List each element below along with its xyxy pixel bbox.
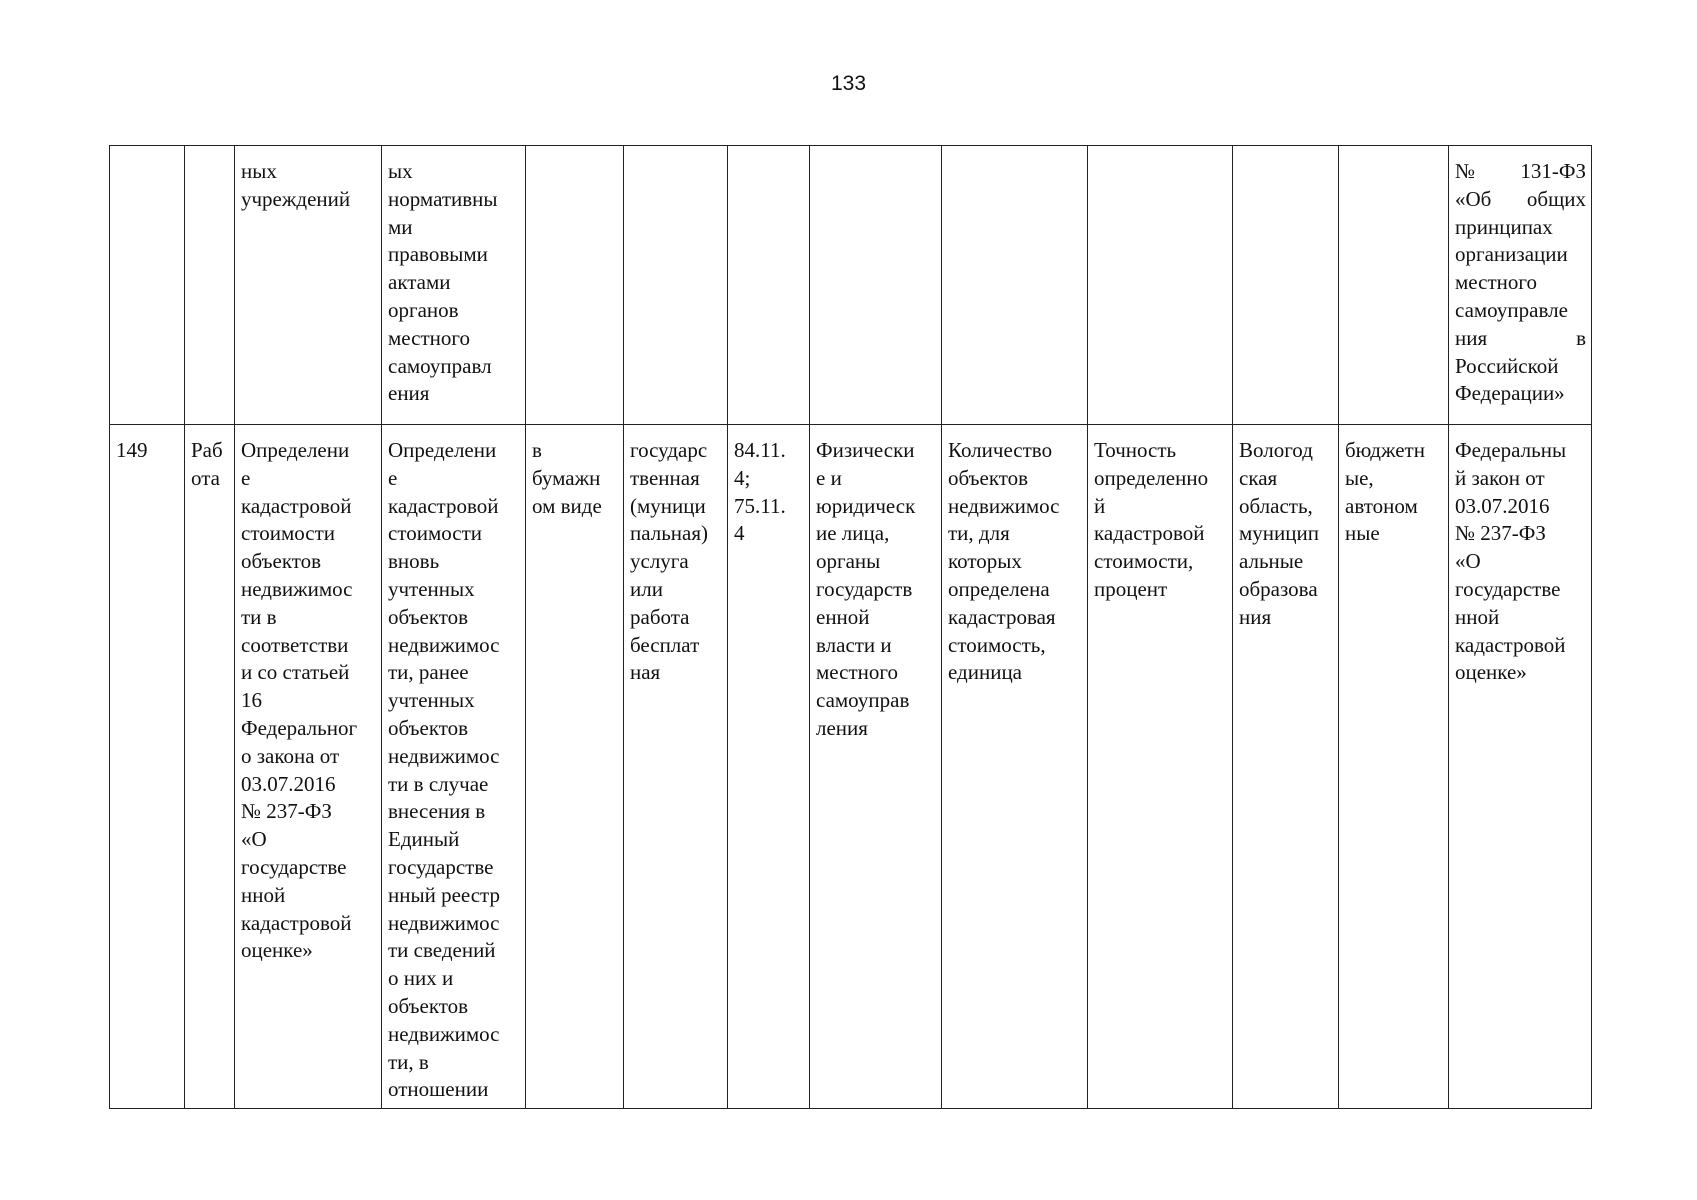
cell-institution-type [1339,425,1449,1109]
content-text: Определени е кадастровой стоимости вновь учтенных объектов недвижимос ти, ранее учтенных объектов недвижимос ти в случае внесения в Единый государстве нный реестр недвижимос ти сведений о них и объектов недвижимос ти, в отношении [388,438,500,1102]
volume-indicator-text: Количество объектов недвижимос ти, для которых определена кадастровая стоимость, единица [948,438,1060,685]
institution-type-text: бюджетн ые, автоном ные [1345,438,1425,546]
cell-type [185,425,235,1109]
row-number-text: 149 [116,438,148,462]
cell-quality-indicator [1088,425,1233,1109]
paid-text: государс твенная (муници пальная) услуга или работа бесплат ная [630,438,709,685]
cell-name [235,425,382,1109]
legal-basis-text: Федеральны й закон от 03.07.2016 № 237-ФЗ «О государстве нной кадастровой оценке» [1455,438,1567,685]
cell-form [526,425,624,1109]
form-text: в бумажн ом виде [532,438,602,518]
cell-volume-empty [942,146,1088,425]
consumers-text: Физически е и юридическ ие лица, органы государств енной власти и местного самоуправ ления [816,438,916,740]
cell-row-number [110,425,185,1109]
legal-basis-line-2: «Об общих [1455,186,1586,211]
cell-legal-basis-continued [1449,146,1592,425]
territory-text: Вологод ская область, муницип альные образова ния [1239,438,1319,629]
cell-paid-empty [624,146,728,425]
cell-consumers [810,425,942,1109]
table-row-149 [110,425,1592,1109]
cell-okved [728,425,810,1109]
cell-legal-basis [1449,425,1592,1109]
type-text: Раб ота [191,438,223,490]
page-number: 133 [830,72,867,95]
name-text: Определени е кадастровой стоимости объектов недвижимос ти в соответстви и со статьей 16 Федеральног о закона от 03.07.2016 № 237-ФЗ «О государстве нной кадастровой оценке» [241,438,358,963]
cell-form-empty [526,146,624,425]
cell-territory [1233,425,1339,1109]
table-row-continued [110,146,1592,425]
cell-okved-empty [728,146,810,425]
okved-text: 84.11. 4; 75.11. 4 [734,438,786,546]
cell-number-empty [110,146,185,425]
cell-quality-empty [1088,146,1233,425]
cell-type-empty [185,146,235,425]
legal-basis-line-1: № 131-ФЗ [1455,159,1586,183]
cell-content [382,425,526,1109]
name-continued-text: ных учреждений [241,159,351,211]
cell-institution-empty [1339,146,1449,425]
legal-basis-line-5: Российской Федерации» [1455,353,1565,406]
quality-indicator-text: Точность определенно й кадастровой стоимости, процент [1094,438,1209,601]
cell-volume-indicator [942,425,1088,1109]
cell-consumers-empty [810,146,942,425]
cell-paid [624,425,728,1109]
content-continued-text: ых нормативны ми правовыми актами органов местного самоуправл ения [388,159,498,406]
services-register-table [109,145,1592,1109]
cell-territory-empty [1233,146,1339,425]
legal-basis-line-3: принципах организации местного самоуправле [1455,214,1568,322]
cell-content-continued [382,146,526,425]
legal-basis-line-4: ния в [1455,325,1586,350]
cell-name-continued [235,146,382,425]
